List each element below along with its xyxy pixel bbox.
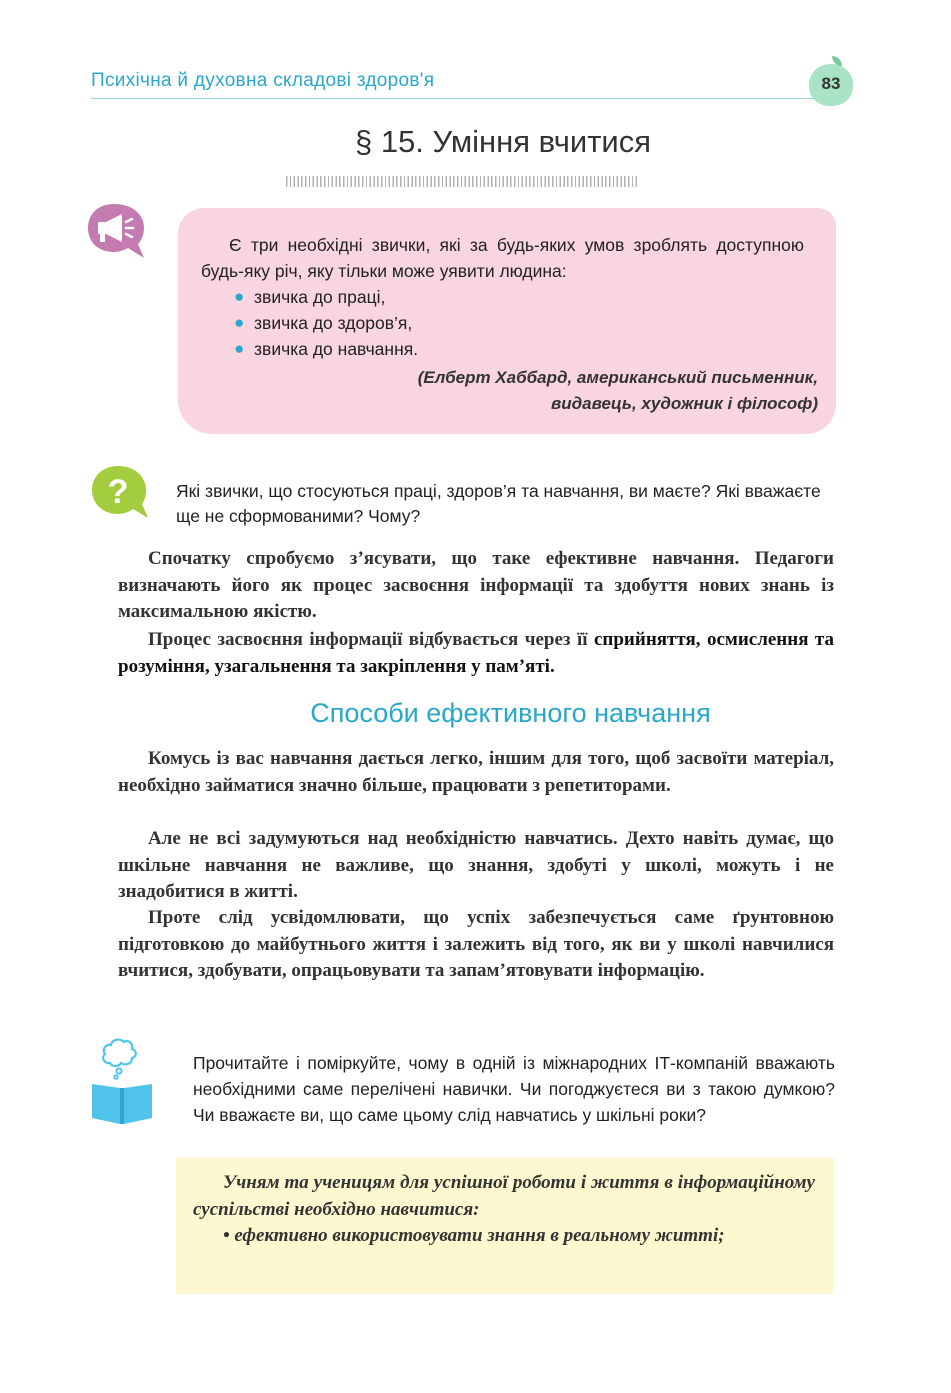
bullet-icon: ● bbox=[234, 313, 245, 332]
list-item bbox=[234, 336, 418, 362]
header-divider bbox=[91, 98, 816, 99]
paragraph-5 bbox=[118, 905, 834, 985]
paragraph-3-text: Комусь із вас навчання дається легко, іншим для того, щоб засвоїти матеріал, необхідно займатися значно більше, працювати з репетиторами. bbox=[118, 748, 834, 796]
paragraph-4-text: Але не всі задумуються над необхідністю навчатись. Дехто навіть думає, що шкільне навчання не важливе, що знання, здобуті у школі, можуть і не знадобитися в житті. bbox=[118, 828, 834, 902]
bullet-icon: ● bbox=[234, 287, 245, 306]
quote-author bbox=[318, 365, 818, 417]
highlight-text bbox=[193, 1170, 815, 1250]
paragraph-2 bbox=[118, 627, 834, 680]
question-text: Які звички, що стосуються праці, здоров’я та навчання, ви маєте? Які вважаєте ще не сформованими? Чому? bbox=[176, 481, 821, 526]
paragraph-2-text: Процес засвоєння інформації відбувається через її bbox=[148, 629, 594, 650]
highlight-line-2: • ефективно використовувати знання в реальному житті; bbox=[223, 1225, 725, 1246]
bullet-icon: ● bbox=[234, 339, 245, 358]
list-item-text: звичка до здоров’я, bbox=[254, 313, 413, 333]
title-ornament bbox=[286, 176, 638, 187]
highlight-line-1: Учням та ученицям для успішної роботи і життя в інформаційному суспільстві необхідно навчитися: bbox=[193, 1172, 815, 1220]
paragraph-4 bbox=[118, 826, 834, 906]
question-icon bbox=[88, 462, 152, 522]
highlight-box bbox=[176, 1158, 834, 1294]
paragraph-3 bbox=[118, 746, 834, 799]
quote-author-line-2: видавець, художник і філософ) bbox=[550, 394, 818, 413]
paragraph-2-emphasis: сприйняття, осмислення та розуміння, узагальнення та закріплення у пам’яті. bbox=[118, 629, 834, 677]
paragraph-1-text: Спочатку спробуємо з’ясувати, що таке ефективне навчання. Педагоги визначають його як процес засвоєння інформації та здобуття нових знань із максимальною якістю. bbox=[118, 548, 834, 622]
book-icon bbox=[86, 1036, 158, 1128]
list-item bbox=[234, 310, 418, 336]
subheading: Способи ефективного навчання bbox=[310, 698, 711, 728]
list-item-text: звичка до навчання. bbox=[254, 339, 419, 359]
reading-prompt: Прочитайте і поміркуйте, чому в одній із міжнародних ІТ-компаній вважають необхідними саме перелічені навички. Чи погоджуєтеся ви з такою думкою? Чи вважаєте ви, що саме цьому слід навчатись у шкільні роки? bbox=[193, 1053, 835, 1125]
svg-text:?: ? bbox=[107, 473, 129, 511]
megaphone-icon bbox=[84, 200, 148, 262]
running-header-title: Психічна й духовна складові здоров'я bbox=[91, 70, 435, 91]
paragraph-1 bbox=[118, 546, 834, 626]
list-item bbox=[234, 284, 418, 310]
page-number: 83 bbox=[821, 74, 841, 93]
quote-box bbox=[178, 208, 836, 434]
section-title: § 15. Уміння вчитися bbox=[354, 124, 652, 159]
paragraph-5-text: Проте слід усвідомлювати, що успіх забезпечується саме ґрунтовною підготовкою до майбутнього життя і залежить від того, як ви у школі навчилися вчитися, здобувати, опрацьовувати та запам’ятовувати інформацію. bbox=[118, 907, 834, 981]
quote-intro: Є три необхідні звички, які за будь-яких умов зроблять доступною будь-яку річ, яку тільки може уявити людина: bbox=[201, 235, 804, 281]
quote-list bbox=[234, 284, 418, 362]
quote-author-line-1: (Елберт Хаббард, американський письменник, bbox=[417, 368, 818, 387]
list-item-text: звичка до праці, bbox=[254, 287, 386, 307]
page-number-badge bbox=[806, 56, 856, 108]
